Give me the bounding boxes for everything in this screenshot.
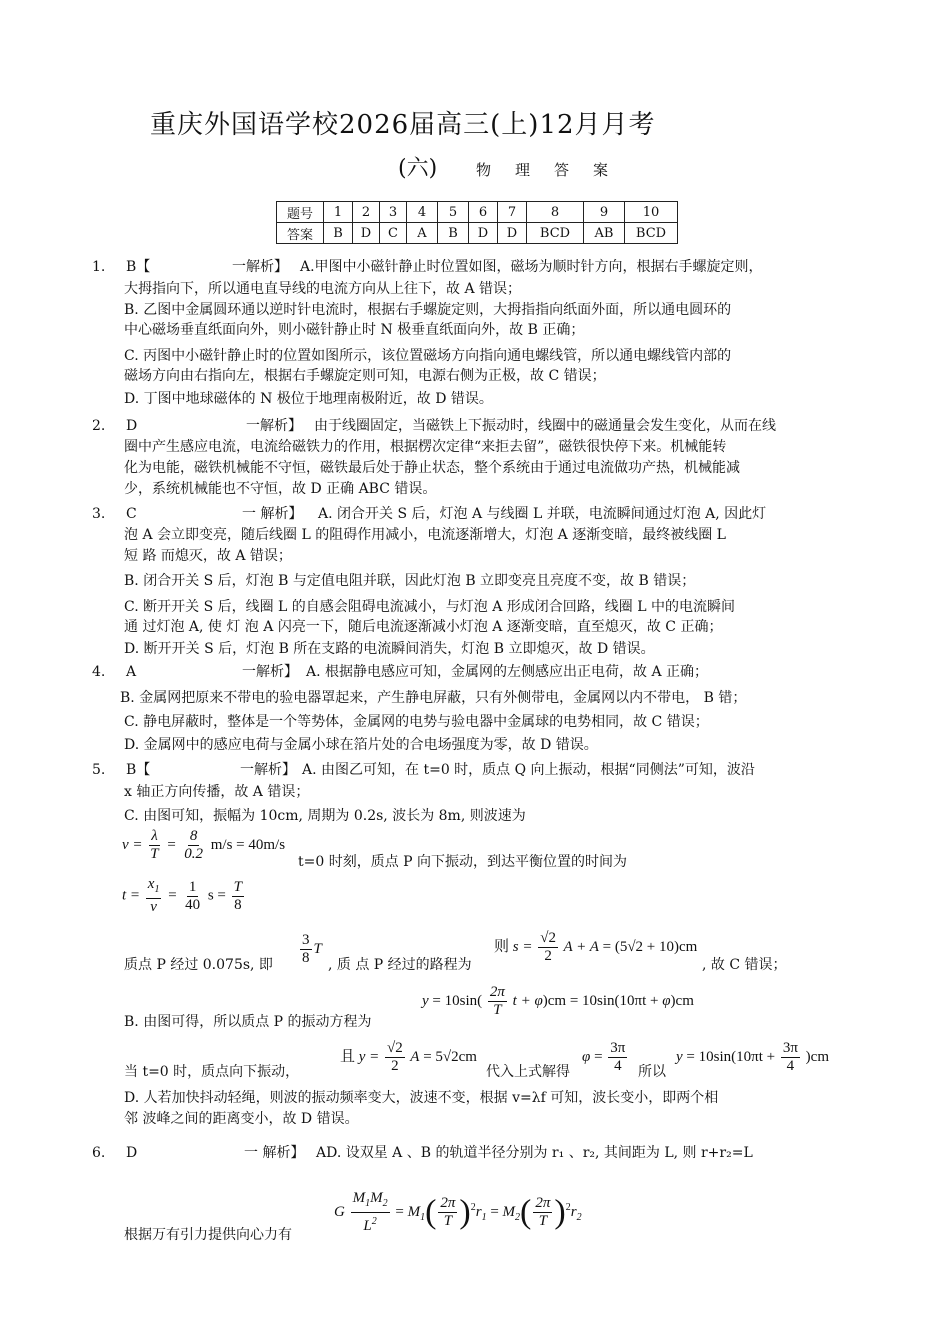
q6-line: AD. 设双星 A 、B 的轨道半径分别为 r₁ 、r₂, 其间距为 L, 则 r+r₂=L — [316, 1145, 753, 1161]
q5-line: 代入上式解得 — [486, 1064, 570, 1080]
q5-line: , 故 C 错误； — [702, 957, 787, 973]
q4-answer: A — [126, 664, 137, 680]
table-cell: D — [498, 223, 527, 244]
subtitle-number: (六) — [398, 156, 438, 181]
q1-line: A.甲图中小磁针静止时位置如图，磁场为顺时针方向，根据右手螺旋定则， — [300, 259, 763, 275]
table-cell: 9 — [584, 202, 625, 223]
q5-line: D. 人若加快抖动轻绳，则波的振动频率变大，波速不变，根据 v=λf 可知，波长变小，即两个相 — [124, 1090, 719, 1106]
table-cell: 2 — [353, 202, 380, 223]
table-cell: 7 — [498, 202, 527, 223]
q4-line: D. 金属网中的感应电荷与金属小球在箔片处的合电场强度为零，故 D 错误。 — [124, 737, 598, 753]
q5-line: A. 由图乙可知，在 t=0 时，质点 Q 向上振动，根据“同侧法”可知，波沿 — [302, 762, 755, 778]
answer-table — [276, 201, 678, 244]
q1-line: 中心磁场垂直纸面向外，则小磁针静止时 N 极垂直纸面向外，故 B 正确； — [124, 322, 585, 338]
table-cell: 8 — [527, 202, 584, 223]
table-header-cell: 题号 — [277, 202, 324, 223]
q1-line: 大拇指向下，所以通电直导线的电流方向从上往下，故 A 错误； — [124, 281, 522, 297]
q6-number: 6. — [92, 1145, 106, 1161]
q1-answer: B【 — [126, 259, 151, 275]
table-cell: A — [407, 223, 438, 244]
initial-displacement-equation: 且 y = $\frac{√2}{2}$ A = 5√2cm — [340, 1040, 477, 1074]
table-cell: D — [469, 223, 498, 244]
q5-number: 5. — [92, 762, 106, 778]
q3-line: 短 路 而熄灭，故 A 错误； — [124, 548, 292, 564]
q5-tag: 一解析】 — [240, 762, 296, 778]
q5-line: B. 由图可得，所以质点 P 的振动方程为 — [124, 1014, 372, 1030]
q2-answer: D — [126, 418, 138, 434]
q5-line: 邻 波峰之间的距离变小，故 D 错误。 — [124, 1111, 359, 1127]
q2-line: 圈中产生感应电流，电流给磁铁力的作用，根据楞次定律“来拒去留”，磁铁很快停下来。机械能转 — [124, 439, 727, 455]
q4-line: C. 静电屏蔽时，整体是一个等势体，金属网的电势与验电器中金属球的电势相同，故 C 错误； — [124, 714, 709, 730]
q1-line: 磁场方向由右指向左，根据右手螺旋定则可知，电源右侧为正极，故 C 错误； — [124, 368, 606, 384]
q4-line: B. 金属网把原来不带电的验电器罩起来，产生静电屏蔽，只有外侧带电，金属网以内不带电， B 错； — [120, 690, 747, 706]
q3-line: D. 断开开关 S 后，灯泡 B 所在支路的电流瞬间消失，灯泡 B 立即熄灭，故 D 错误。 — [124, 641, 655, 657]
table-cell: 4 — [407, 202, 438, 223]
q5-line: C. 由图可知，振幅为 10cm, 周期为 0.2s, 波长为 8m, 则波速为 — [124, 808, 526, 824]
three-eighths-period: $\frac{3}{8}$ T — [302, 932, 322, 966]
subtitle-subject: 物理答案 — [476, 161, 633, 179]
table-cell: B — [438, 223, 469, 244]
q3-number: 3. — [92, 506, 106, 522]
q5-line: 所以 — [638, 1064, 666, 1080]
q3-line: A. 闭合开关 S 后，灯泡 A 与线圈 L 并联，电流瞬间通过灯泡 A, 因此灯 — [318, 506, 767, 522]
q5-line: 当 t=0 时，质点向下振动， — [124, 1064, 300, 1080]
q6-tag: 一 解析】 — [244, 1145, 305, 1161]
gravitation-equation: G $\frac{M_1M_2}{L^2}$ = $M_1$( $\frac{2\pi}{T}$ )$^2r_1 = M_2$( $\frac{2\pi}{T}$ )$^2r_2$ — [334, 1190, 582, 1234]
q3-line: C. 断开开关 S 后，线圈 L 的自感会阻碍电流减小，与灯泡 A 形成闭合回路，线圈 L 中的电流瞬间 — [124, 599, 736, 615]
q1-line: B. 乙图中金属圆环通以逆时针电流时，根据右手螺旋定则，大拇指指向纸面外面，所以通电圆环的 — [124, 302, 732, 318]
q4-tag: 一解析】 — [242, 664, 298, 680]
time-equation: t = $\frac{x_1}{v}$ = $\frac{1}{40}$ s = $\frac{T}{8}$ — [122, 876, 242, 915]
wave-speed-equation: v = $\frac{\lambda}{T}$ = $\frac{8}{0.2}$ m/s = 40m/s — [122, 828, 286, 862]
q5-line: , 质 点 P 经过的路程为 — [328, 957, 472, 973]
table-cell: B — [324, 223, 353, 244]
table-cell: 6 — [469, 202, 498, 223]
q6-answer: D — [126, 1145, 138, 1161]
table-cell: 5 — [438, 202, 469, 223]
q2-number: 2. — [92, 418, 106, 434]
q1-line: D. 丁图中地球磁体的 N 极位于地理南极附近，故 D 错误。 — [124, 391, 493, 407]
table-cell: 10 — [625, 202, 678, 223]
table-cell: 3 — [380, 202, 407, 223]
q3-tag: 一 解析】 — [242, 506, 303, 522]
phase-equation: φ = $\frac{3\pi}{4}$ — [582, 1040, 626, 1074]
q5-line: x 轴正方向传播，故 A 错误； — [124, 784, 310, 800]
q5-line: t=0 时刻，质点 P 向下振动，到达平衡位置的时间为 — [298, 854, 628, 870]
path-equation: 则 s = $\frac{√2}{2}$ A + A = (5√2 + 10)cm — [494, 930, 698, 964]
q2-tag: 一解析】 — [246, 418, 302, 434]
q5-line: 质点 P 经过 0.075s, 即 — [124, 957, 273, 973]
q3-line: B. 闭合开关 S 后，灯泡 B 与定值电阻并联，因此灯泡 B 立即变亮且亮度不变，故 B 错误； — [124, 573, 696, 589]
table-cell: BCD — [625, 223, 678, 244]
q2-line: 化为电能，磁铁机械能不守恒，磁铁最后处于静止状态，整个系统由于通过电流做功产热，机械能减 — [124, 460, 740, 476]
q1-line: C. 丙图中小磁针静止时的位置如图所示，该位置磁场方向指向通电螺线管，所以通电螺线管内部的 — [124, 348, 732, 364]
q4-number: 4. — [92, 664, 106, 680]
q3-line: 通 过灯泡 A, 使 灯 泡 A 闪亮一下，随后电流逐渐减小灯泡 A 逐渐变暗，直至熄灭，故 C 正确； — [124, 619, 723, 635]
q3-line: 泡 A 会立即变亮，随后线圈 L 的阻碍作用减小，电流逐渐增大，灯泡 A 逐渐变暗，最终被线圈 L — [124, 527, 726, 543]
q1-tag: 一解析】 — [232, 259, 288, 275]
q3-answer: C — [126, 506, 137, 522]
vibration-equation: y = 10sin( $\frac{2\pi}{T}$ t + φ)cm = 10sin(10πt + φ)cm — [422, 984, 694, 1018]
table-row — [277, 202, 678, 223]
q4-line: A. 根据静电感应可知，金属网的左侧感应出正电荷，故 A 正确； — [306, 664, 709, 680]
q5-answer: B【 — [126, 762, 151, 778]
q1-number: 1. — [92, 259, 106, 275]
table-header-cell: 答案 — [277, 223, 324, 244]
table-row — [277, 223, 678, 244]
table-cell: C — [380, 223, 407, 244]
table-cell: 1 — [324, 202, 353, 223]
table-cell: BCD — [527, 223, 584, 244]
q2-line: 少，系统机械能也不守恒，故 D 正确 ABC 错误。 — [124, 481, 437, 497]
page-title: 重庆外国语学校2026届高三(上)12月月考 — [150, 110, 656, 140]
table-cell: D — [353, 223, 380, 244]
final-vibration-equation: y = 10sin(10πt + $\frac{3\pi}{4}$ )cm — [676, 1040, 829, 1074]
table-cell: AB — [584, 223, 625, 244]
q6-line: 根据万有引力提供向心力有 — [124, 1227, 292, 1243]
q2-line: 由于线圈固定，当磁铁上下振动时，线圈中的磁通量会发生变化，从而在线 — [314, 418, 776, 434]
